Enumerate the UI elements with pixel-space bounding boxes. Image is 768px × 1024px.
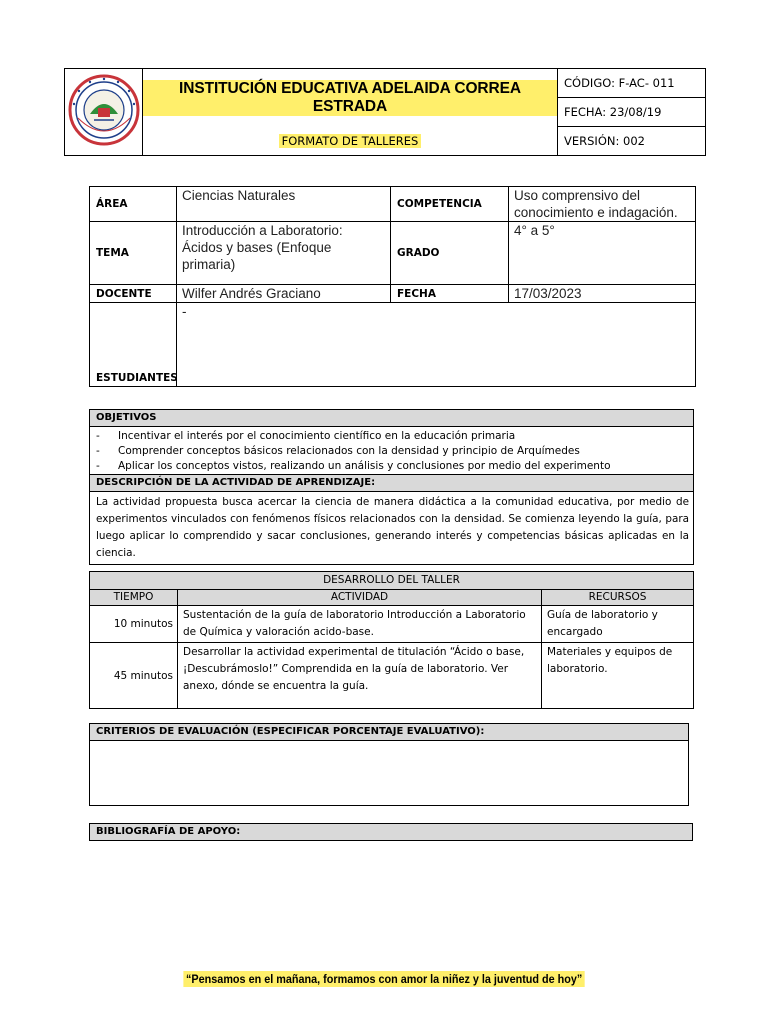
table-row — [90, 606, 694, 643]
description-heading: DESCRIPCIÓN DE LA ACTIVIDAD DE APRENDIZAJE: — [90, 475, 694, 492]
motto-text: “Pensamos en el mañana, formamos con amor la niñez y la juventud de hoy” — [183, 971, 585, 987]
objectives-section — [89, 409, 694, 565]
version-cell: VERSIÓN: 002 — [558, 127, 706, 156]
grado-label: GRADO — [391, 222, 509, 285]
area-value: Ciencias Naturales — [177, 187, 391, 222]
table-row — [90, 643, 694, 709]
tema-value: Introducción a Laboratorio: Ácidos y bases (Enfoque primaria) — [177, 222, 391, 285]
row-activity: Desarrollar la actividad experimental de titulación “Ácido o base, ¡Descubrámoslo!” Comprendida en la guía de laboratorio. Ver anexo, dónde se encuentra la guía. — [178, 643, 542, 709]
tema-label: TEMA — [90, 222, 177, 285]
footer-motto — [0, 970, 768, 988]
estudiantes-value: - — [177, 303, 696, 387]
estudiantes-label: ESTUDIANTES — [90, 303, 177, 387]
criteria-heading: CRITERIOS DE EVALUACIÓN (ESPECIFICAR PORCENTAJE EVALUATIVO): — [90, 724, 689, 741]
school-seal-icon — [68, 74, 140, 146]
title-cell — [143, 69, 558, 156]
code-cell: CÓDIGO: F-AC- 011 — [558, 69, 706, 98]
bibliography-heading: BIBLIOGRAFÍA DE APOYO: — [90, 824, 693, 841]
workshop-title: DESARROLLO DEL TALLER — [90, 572, 694, 590]
docente-value: Wilfer Andrés Graciano — [177, 285, 391, 303]
info-table — [89, 186, 696, 387]
competencia-label: COMPETENCIA — [391, 187, 509, 222]
area-label: ÁREA — [90, 187, 177, 222]
fecha-label: FECHA — [391, 285, 509, 303]
competencia-value: Uso comprensivo del conocimiento e indagación. — [509, 187, 696, 222]
col-time-header: TIEMPO — [90, 590, 178, 606]
grado-value: 4° a 5° — [509, 222, 696, 285]
logo-cell — [65, 69, 143, 156]
list-item: - Incentivar el interés por el conocimiento científico en la educación primaria — [96, 430, 516, 442]
col-resources-header: RECURSOS — [542, 590, 694, 606]
description-text: La actividad propuesta busca acercar la ciencia de manera didáctica a la comunidad educativa, por medio de experimentos vinculados con fenómenos físicos relacionados con la densidad. Se comienza leyendo la guía, para luego aplicar lo comprendido y sacar conclusiones, generando interés y competencias básicas aplicadas en la ciencia. — [90, 492, 694, 565]
row-resources: Guía de laboratorio y encargado — [542, 606, 694, 643]
objectives-heading: OBJETIVOS — [90, 410, 694, 427]
row-resources: Materiales y equipos de laboratorio. — [542, 643, 694, 709]
workshop-table — [89, 571, 694, 709]
list-item: - Comprender conceptos básicos relacionados con la densidad y principio de Arquímedes — [96, 445, 580, 457]
bibliography-section — [89, 823, 693, 841]
fecha-value: 17/03/2023 — [509, 285, 696, 303]
row-time: 10 minutos — [90, 606, 178, 643]
docente-label: DOCENTE — [90, 285, 177, 303]
col-activity-header: ACTIVIDAD — [178, 590, 542, 606]
objectives-list — [90, 427, 694, 475]
row-time: 45 minutos — [90, 643, 178, 709]
date-cell: FECHA: 23/08/19 — [558, 98, 706, 127]
institution-name: INSTITUCIÓN EDUCATIVA ADELAIDA CORREA ESTRADA — [143, 80, 557, 116]
criteria-section — [89, 723, 689, 806]
row-activity: Sustentación de la guía de laboratorio Introducción a Laboratorio de Química y valoración acido-base. — [178, 606, 542, 643]
format-title: FORMATO DE TALLERES — [279, 134, 422, 148]
criteria-body — [90, 741, 689, 806]
document-header — [64, 68, 706, 156]
list-item: - Aplicar los conceptos vistos, realizando un análisis y conclusiones por medio del experimento — [96, 460, 611, 472]
